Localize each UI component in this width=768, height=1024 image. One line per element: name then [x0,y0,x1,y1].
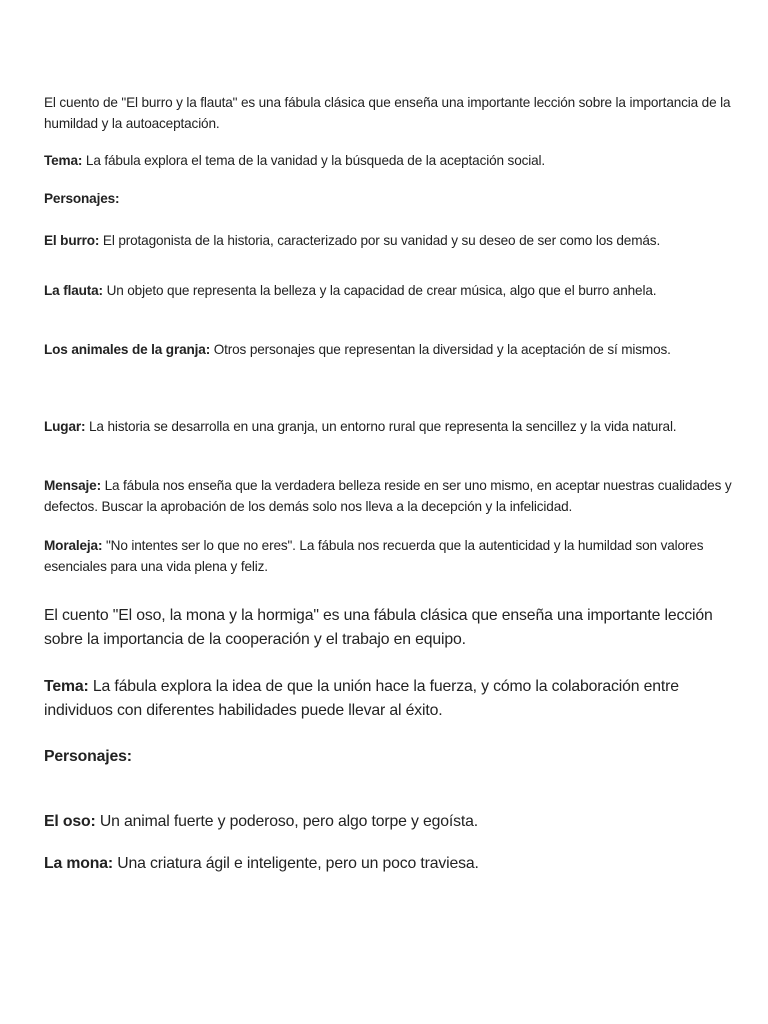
story1-moraleja-text: "No intentes ser lo que no eres". La fábula nos recuerda que la autenticidad y la humildad son valores esenciales para una vida plena y feliz. [44,538,704,574]
story2-oso-text: Un animal fuerte y poderoso, pero algo torpe y egoísta. [95,813,478,830]
story1-burro-text: El protagonista de la historia, caracterizado por su vanidad y su deseo de ser como los demás. [99,233,661,248]
story2-personajes-label: Personajes: [44,748,132,765]
story1-lugar-paragraph [44,416,734,437]
story1-mensaje-paragraph [44,475,734,517]
story1-animales-label: Los animales de la granja: [44,342,211,357]
story1-animales-text: Otros personajes que representan la diversidad y la aceptación de sí mismos. [210,342,671,357]
story1-personajes-label: Personajes: [44,191,120,206]
story1-mensaje-label: Mensaje: [44,478,101,493]
story2-mona-text: Una criatura ágil e inteligente, pero un poco traviesa. [113,855,479,872]
story2-tema-paragraph [44,675,744,723]
story1-intro-paragraph [44,92,734,134]
story2-intro-paragraph [44,604,744,652]
story2-tema-label: Tema: [44,678,89,695]
story1-flauta-text: Un objeto que representa la belleza y la capacidad de crear música, algo que el burro anhela. [102,283,657,298]
story2-oso-paragraph [44,810,744,834]
story1-burro-paragraph [44,230,734,251]
story1-tema-label: Tema: [44,153,83,168]
story1-animales-paragraph [44,339,734,360]
story2-mona-label: La mona: [44,855,114,872]
story1-tema-text: La fábula explora el tema de la vanidad y la búsqueda de la aceptación social. [82,153,546,168]
story2-oso-label: El oso: [44,813,96,830]
story1-lugar-label: Lugar: [44,419,86,434]
story2-personajes-heading [44,745,744,769]
story1-moraleja-paragraph [44,535,734,577]
story2-intro-text: El cuento "El oso, la mona y la hormiga" es una fábula clásica que enseña una importante lección sobre la importancia de la cooperación y el trabajo en equipo. [44,607,713,648]
story1-mensaje-text: La fábula nos enseña que la verdadera belleza reside en ser uno mismo, en aceptar nuestras cualidades y defectos. Buscar la aprobación de los demás solo nos lleva a la decepción y la infelicidad. [44,478,732,514]
story1-tema-paragraph [44,150,734,171]
story2-mona-paragraph [44,852,744,876]
story1-lugar-text: La historia se desarrolla en una granja, un entorno rural que representa la sencillez y la vida natural. [85,419,677,434]
story1-flauta-paragraph [44,280,734,301]
story1-burro-label: El burro: [44,233,100,248]
story1-intro-text: El cuento de "El burro y la flauta" es una fábula clásica que enseña una importante lección sobre la importancia de la humildad y la autoaceptación. [44,95,731,131]
story1-flauta-label: La flauta: [44,283,103,298]
story1-personajes-heading [44,188,734,209]
story1-moraleja-label: Moraleja: [44,538,103,553]
story2-tema-text: La fábula explora la idea de que la unión hace la fuerza, y cómo la colaboración entre individuos con diferentes habilidades puede llevar al éxito. [44,678,679,719]
